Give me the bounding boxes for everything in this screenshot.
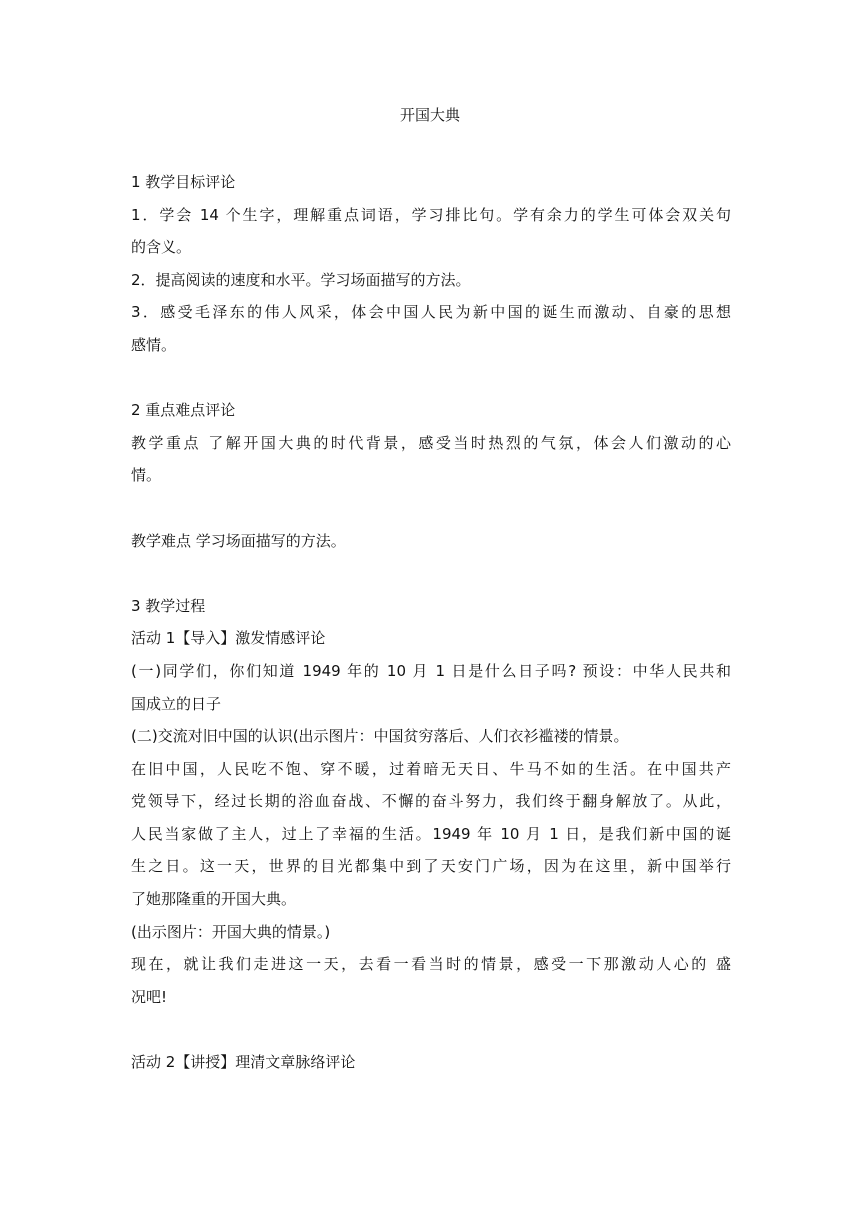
paragraph-line: 教学重点 了解开国大典的时代背景，感受当时热烈的气氛，体会人们激动的心 xyxy=(131,433,731,452)
activity-heading: 活动 2【讲授】理清文章脉络评论 xyxy=(131,1053,356,1072)
blank-line xyxy=(131,366,731,390)
paragraph-line: 情。 xyxy=(131,466,162,485)
paragraph-line: 2．提高阅读的速度和水平。学习场面描写的方法。 xyxy=(131,270,471,289)
paragraph-line: 国成立的日子 xyxy=(131,694,222,713)
paragraph-line: 教学难点 学习场面描写的方法。 xyxy=(131,531,346,550)
section-heading-teaching-goals: 1 教学目标评论 xyxy=(131,173,236,191)
paragraph-line: 现在，就让我们走进这一天，去看一看当时的情景，感受一下那激动人心的 盛 xyxy=(131,955,731,974)
document-title: 开国大典 xyxy=(399,106,460,124)
blank-line xyxy=(131,496,731,520)
paragraph-line: (一)同学们，你们知道 1949 年的 10 月 1 日是什么日子吗? 预设：中华人民共和 xyxy=(131,661,731,680)
section-heading-teaching-process: 3 教学过程 xyxy=(131,596,206,615)
document-body xyxy=(131,170,731,1083)
paragraph-line: (二)交流对旧中国的认识(出示图片：中国贫穷落后、人们衣衫褴褛的情景。 xyxy=(131,727,629,746)
activity-heading: 活动 1【导入】激发情感评论 xyxy=(131,629,326,648)
paragraph-line: 在旧中国，人民吃不饱、穿不暖，过着暗无天日、牛马不如的生活。在中国共产 xyxy=(131,759,731,778)
section-heading-key-points: 2 重点难点评论 xyxy=(131,401,236,420)
paragraph-line: 感情。 xyxy=(131,335,177,354)
paragraph-line: 1．学会 14 个生字，理解重点词语，学习排比句。学有余力的学生可体会双关句 xyxy=(131,205,731,224)
paragraph-line: 党领导下，经过长期的浴血奋战、不懈的奋斗努力，我们终于翻身解放了。从此， xyxy=(131,792,731,811)
paragraph-line: 了她那隆重的开国大典。 xyxy=(131,890,297,909)
paragraph-line: 人民当家做了主人，过上了幸福的生活。1949 年 10 月 1 日，是我们新中国的诞 xyxy=(131,824,731,843)
paragraph-line: 生之日。这一天，世界的目光都集中到了天安门广场，因为在这里，新中国举行 xyxy=(131,857,731,876)
paragraph-line: 况吧! xyxy=(131,987,168,1006)
paragraph-line: (出示图片：开国大典的情景。) xyxy=(131,922,331,941)
blank-line xyxy=(131,561,731,585)
blank-line xyxy=(131,1017,731,1041)
paragraph-line: 3．感受毛泽东的伟人风采，体会中国人民为新中国的诞生而激动、自豪的思想 xyxy=(131,303,731,322)
paragraph-line: 的含义。 xyxy=(131,238,192,257)
